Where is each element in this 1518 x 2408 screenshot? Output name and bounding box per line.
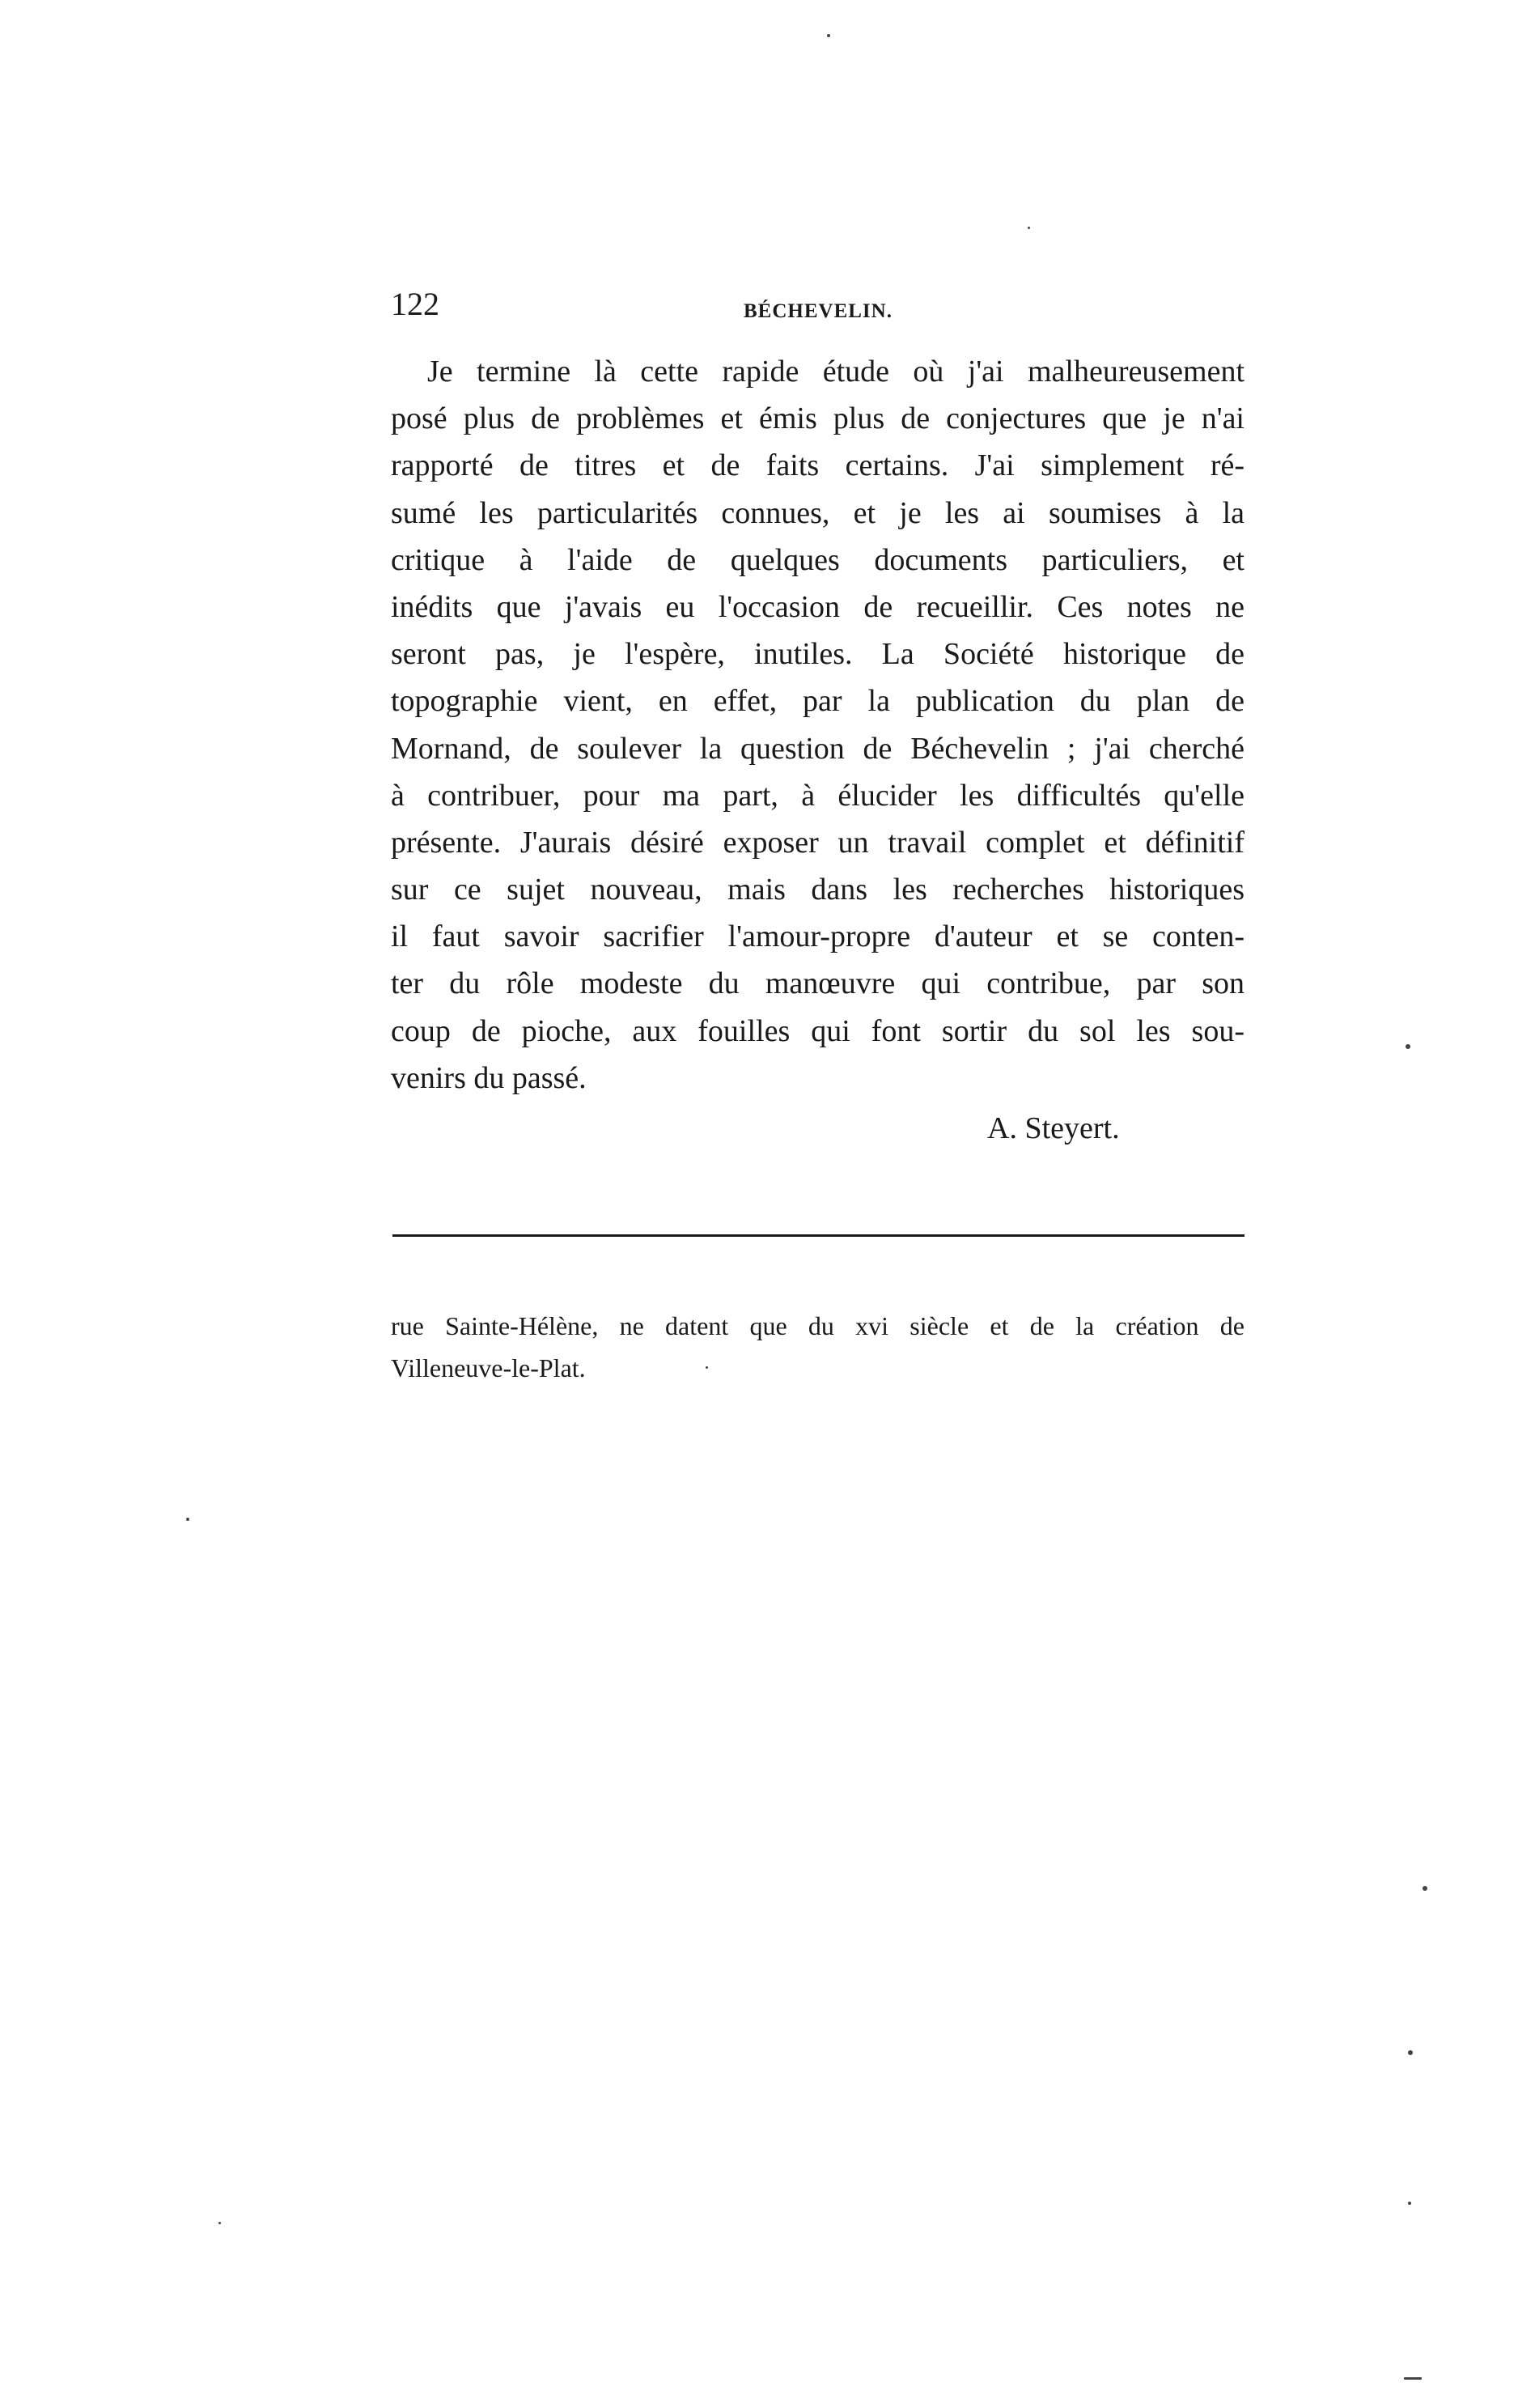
body-line: à contribuer, pour ma part, à élucider les difficultés qu'elle (391, 778, 1245, 813)
body-line: Je termine là cette rapide étude où j'ai malheureusement (427, 355, 1245, 389)
body-line: ter du rôle modeste du manœuvre qui contribue, par son (391, 966, 1245, 1001)
running-head: BÉCHEVELIN. (744, 300, 893, 322)
footnote (391, 1305, 1245, 1389)
author-signature: A. Steyert. (987, 1111, 1120, 1145)
scan-speck (1408, 2202, 1411, 2205)
scan-speck (706, 1366, 708, 1369)
footnote-line: rue Sainte-Hélène, ne datent que du xvi siècle et de la création de (391, 1311, 1245, 1340)
body-line: coup de pioche, aux fouilles qui font sortir du sol les sou- (391, 1013, 1245, 1048)
body-line: inédits que j'avais eu l'occasion de recueillir. Ces notes ne (391, 589, 1245, 624)
scan-speck (1406, 1044, 1410, 1049)
body-line: venirs du passé. (391, 1060, 587, 1095)
body-line: sur ce sujet nouveau, mais dans les recherches historiques (391, 873, 1245, 907)
body-line: seront pas, je l'espère, inutiles. La Société historique de (391, 637, 1245, 672)
body-line: sumé les particularités connues, et je les ai soumises à la (391, 495, 1245, 530)
body-line: topographie vient, en effet, par la publication du plan de (391, 684, 1245, 719)
body-line: Mornand, de soulever la question de Béchevelin ; j'ai cherché (391, 731, 1245, 766)
page-number: 122 (391, 286, 439, 322)
body-line: il faut savoir sacrifier l'amour-propre d'auteur et se conten- (391, 919, 1245, 954)
body-line: critique à l'aide de quelques documents particuliers, et (391, 542, 1245, 577)
footnote-line: Villeneuve-le-Plat. (391, 1353, 586, 1382)
body-line: rapporté de titres et de faits certains. J'ai simplement ré- (391, 448, 1245, 483)
scan-speck (218, 2222, 221, 2224)
scan-speck (1028, 227, 1030, 229)
scan-speck (1408, 2050, 1413, 2055)
body-paragraph (391, 348, 1245, 1102)
scan-speck (1404, 2377, 1422, 2380)
body-line: présente. J'aurais désiré exposer un travail complet et définitif (391, 825, 1245, 860)
footnote-divider (392, 1234, 1245, 1237)
body-line: posé plus de problèmes et émis plus de conjectures que je n'ai (391, 401, 1245, 436)
scan-speck (1423, 1886, 1427, 1891)
scan-speck (827, 34, 830, 37)
scan-speck (186, 1518, 189, 1521)
